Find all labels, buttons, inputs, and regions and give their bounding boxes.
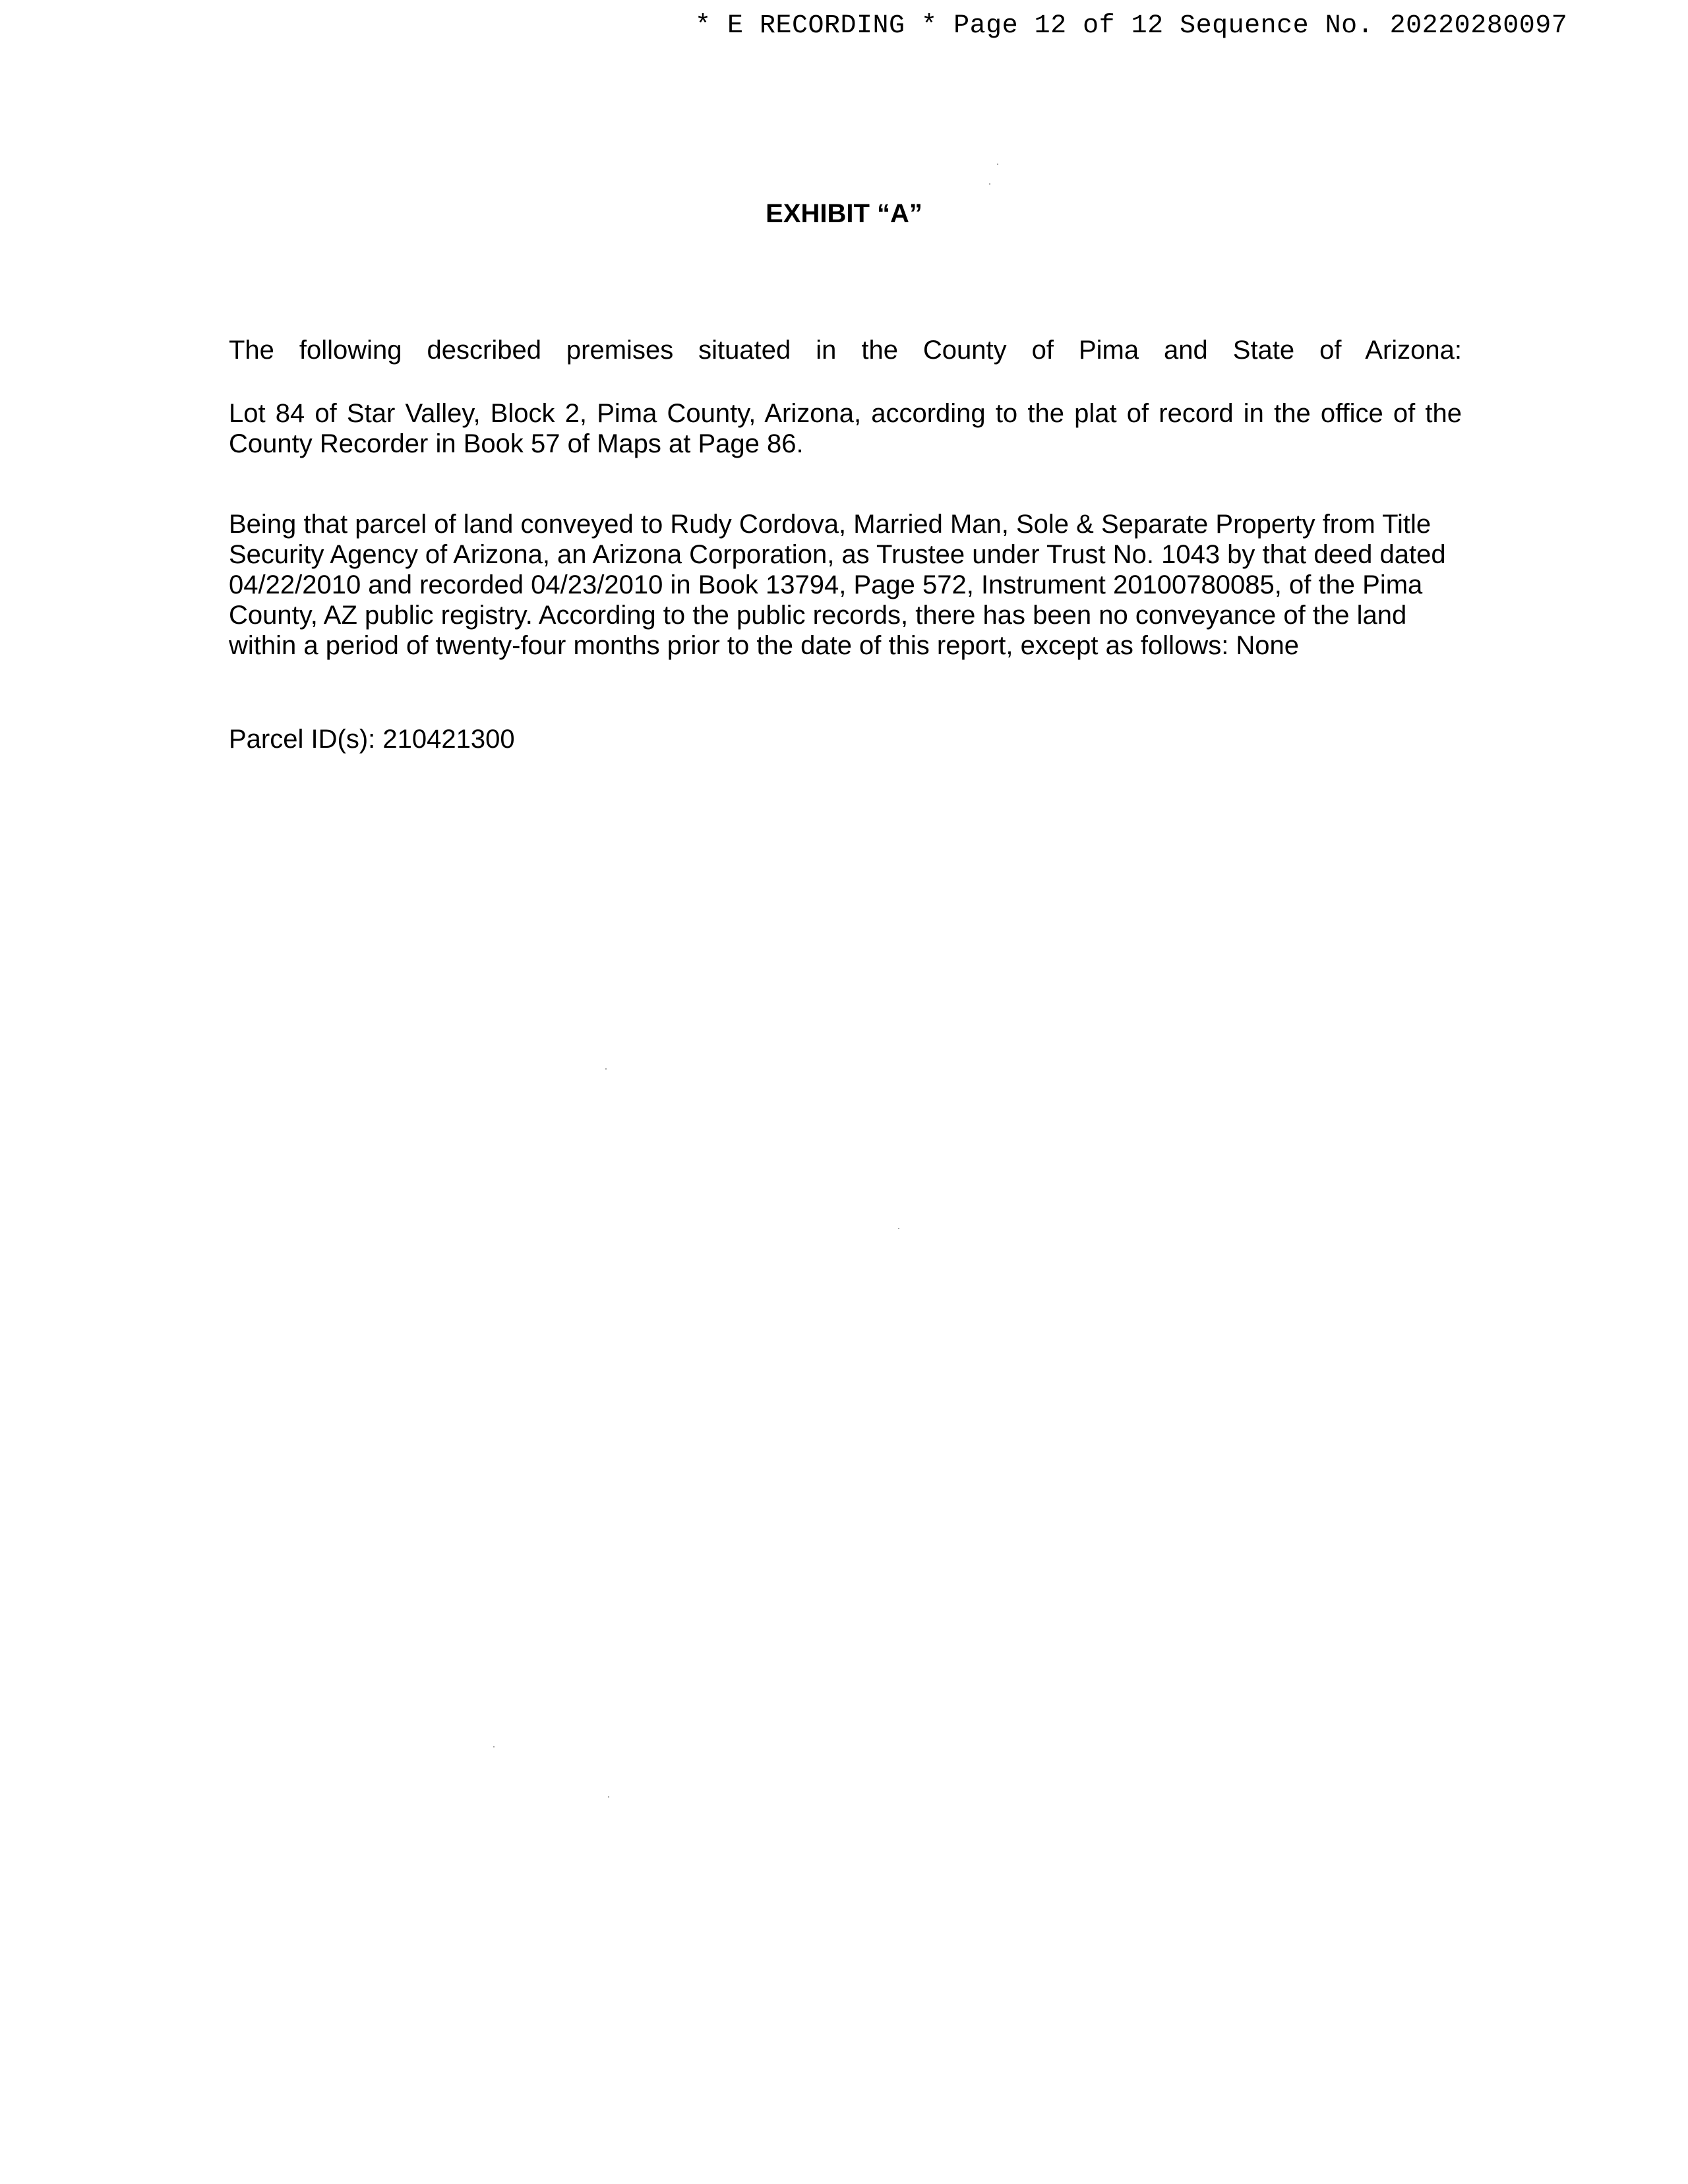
scan-speck [493,1746,495,1747]
vesting-paragraph: Being that parcel of land conveyed to Rudy Cordova, Married Man, Sole & Separate Property from Title Security Agency of Arizona, an Arizona Corporation, as Trustee under Trust No. 1043 by that deed dated 04/22/2010 and recorded 04/23/2010 in Book 13794, Page 572, Instrument 20100780085, of the Pima County, AZ public registry. According to the public records, there has been no conveyance of the land within a period of twenty-four months prior to the date of this report, except as follows: None [229,510,1446,660]
legal-description: Lot 84 of Star Valley, Block 2, Pima County, Arizona, according to the plat of record in the office of the County Recorder in Book 57 of Maps at Page 86. [229,399,1462,458]
premises-intro: The following described premises situated in the County of Pima and State of Arizona: [229,336,1462,365]
exhibit-title: EXHIBIT “A” [766,199,922,228]
scan-speck [989,183,990,185]
scan-speck [997,164,998,165]
scan-speck [608,1796,609,1798]
parcel-id: Parcel ID(s): 210421300 [229,725,515,754]
scan-speck [605,1068,607,1070]
scan-speck [898,1228,899,1229]
recording-stamp: * E RECORDING * Page 12 of 12 Sequence No. 20220280097 [695,11,1568,41]
